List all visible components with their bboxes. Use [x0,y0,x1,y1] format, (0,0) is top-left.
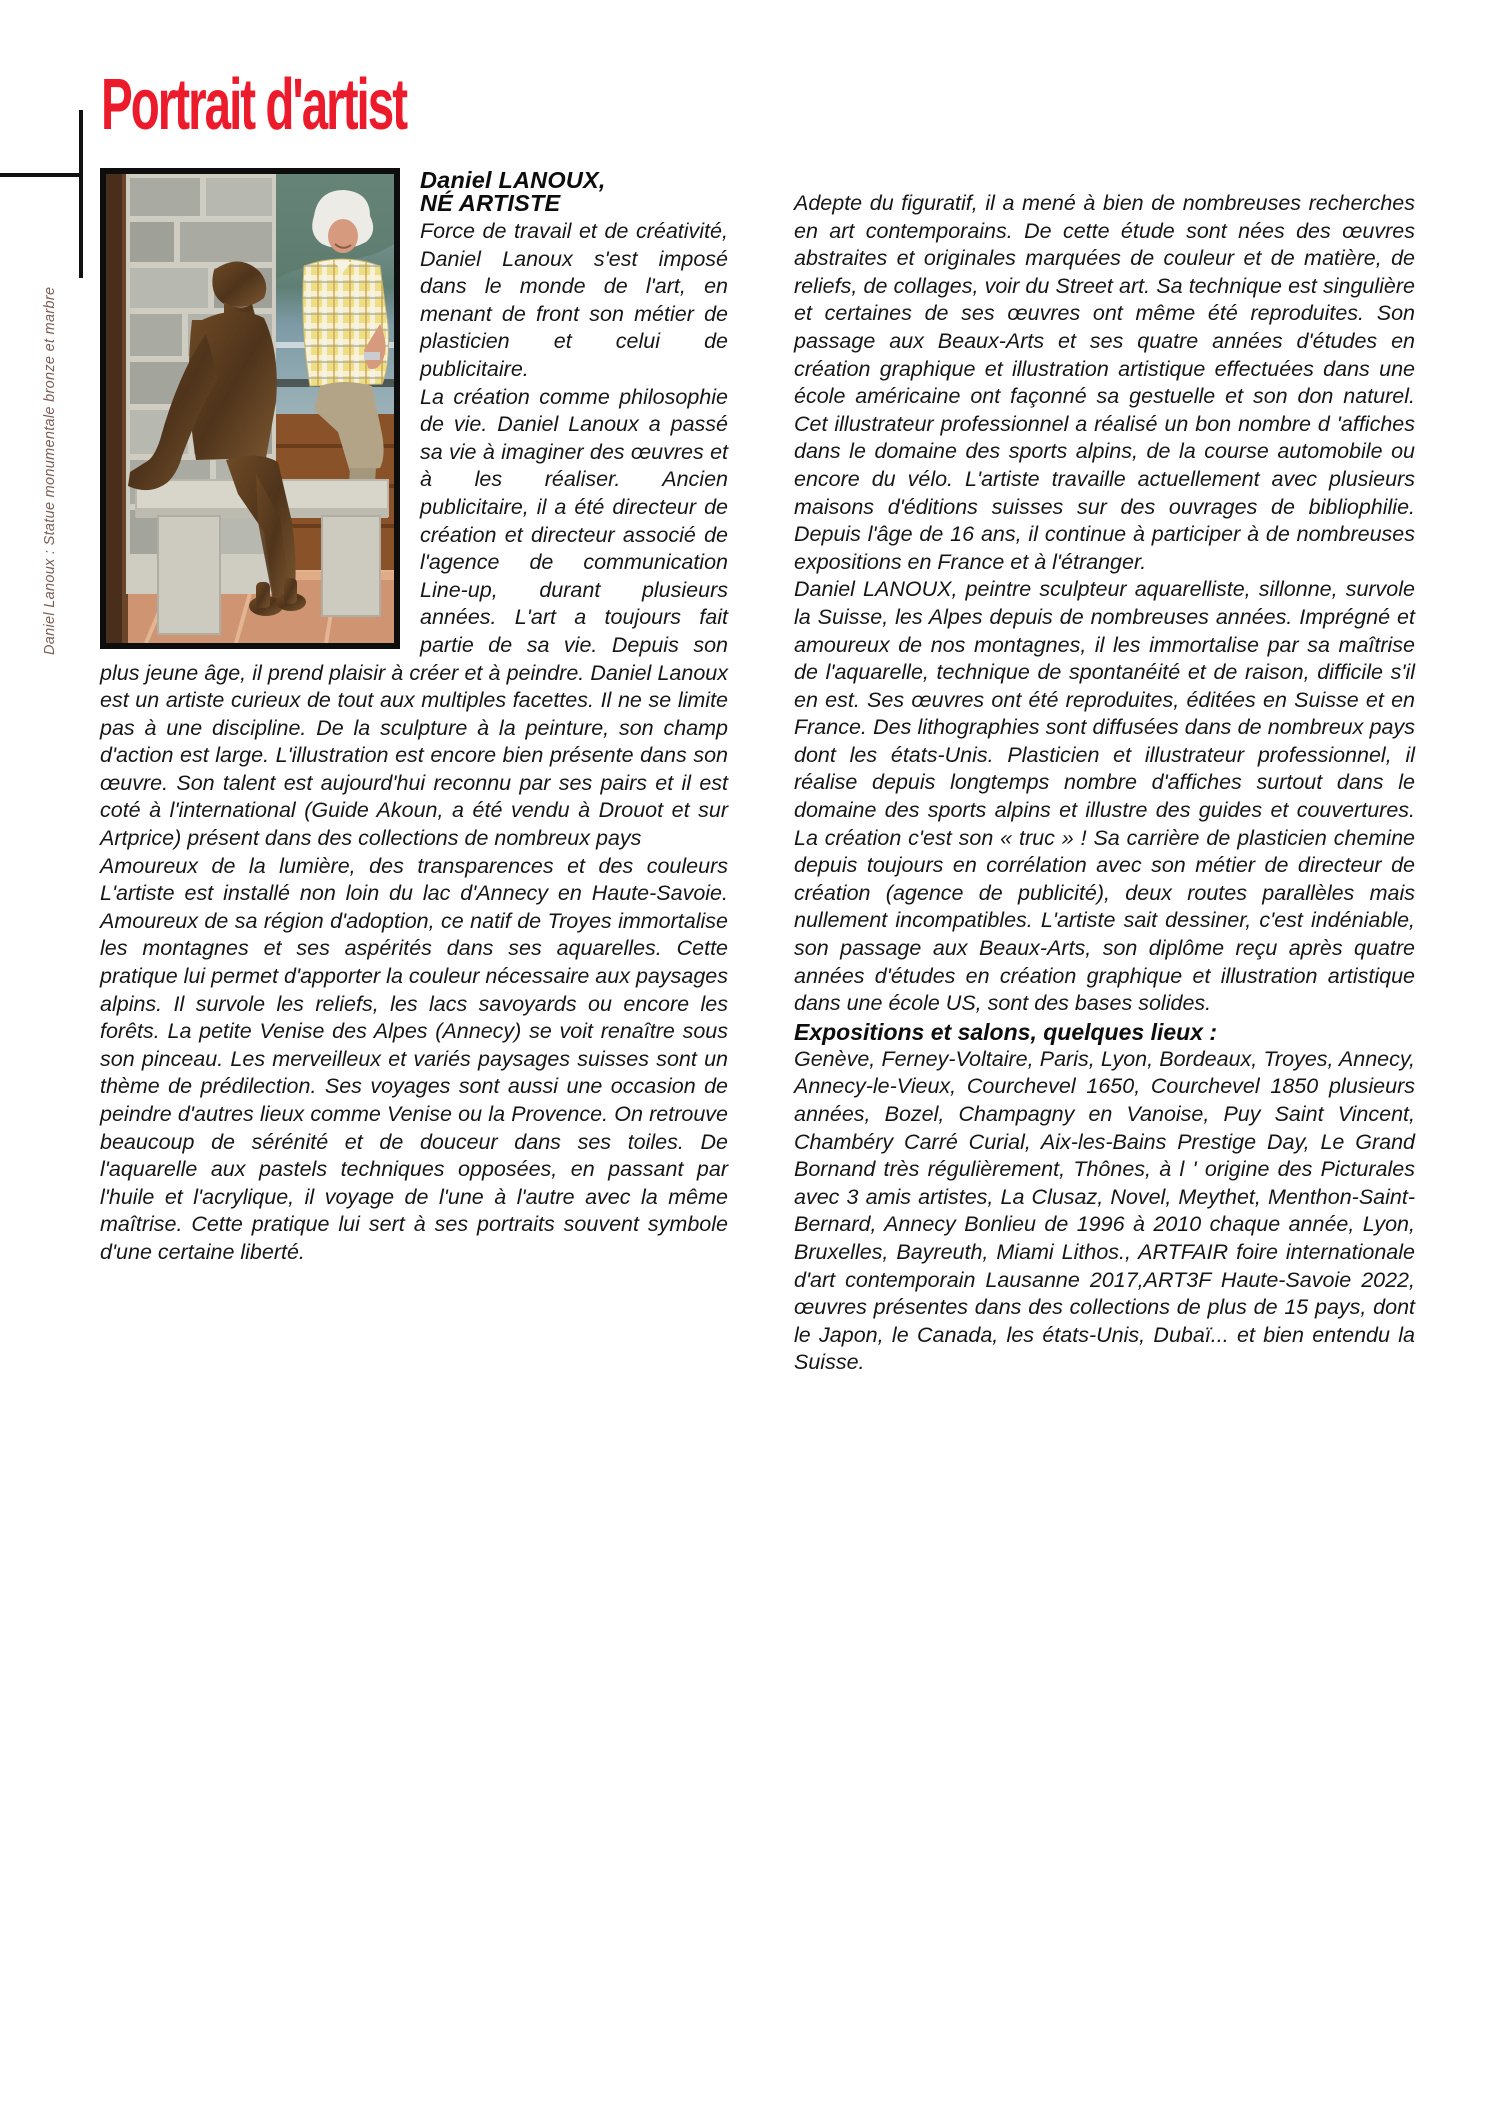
right-paragraph-3: Genève, Ferney-Voltaire, Paris, Lyon, Bordeaux, Troyes, Annecy, Annecy-le-Vieux, Courchevel 1650, Courchevel 1850 plusieurs années, Bozel, Champagny en Vanoise, Puy Saint Vincent, Chambéry Carré Curial, Aix-les-Bains Prestige Day, Le Grand Bornand très régulièrement, Thônes, à l ' origine des Picturales avec 3 amis artistes, La Clusaz, Novel, Meythet, Menthon-Saint-Bernard, Annecy Bonlieu de 1996 à 2010 chaque année, Lyon, Bruxelles, Bayreuth, Miami Lithos., ARTFAIR foire internationale d'art contemporain Lausanne 2017,ART3F Haute-Savoie 2022, œuvres présentes dans des collections de plus de 15 pays, dont le Japon, le Canada, les états-Unis, Dubaï... et bien entendu la Suisse. [794,1046,1415,1375]
left-column [100,166,728,1267]
right-paragraph-2: Daniel LANOUX, peintre sculpteur aquarelliste, sillonne, survole la Suisse, les Alpes depuis de nombreuses années. Imprégné et amoureux de nos montagnes, il les immortalise par sa maîtrise de l'aquarelle, technique de spontanéité et de raison, difficile s'il en est. Ses œuvres ont été reproduites, éditées en Suisse et en France. Des lithographies sont diffusées dans de nombreux pays dont les états-Unis. Plasticien et illustrateur professionnel, il réalise depuis longtemps nombre d'affiches surtout dans le domaine des sports alpins et illustre des guides et couvertures. La création c'est son « truc » ! Sa carrière de plasticien chemine depuis toujours en corrélation avec son métier de directeur de création (agence de publicité), deux routes parallèles mais nullement incompatibles. L'artiste sait dessiner, c'est indéniable, son passage aux Beaux-Arts, son diplôme reçu après quatre années d'études en création graphique et illustration artistique dans une école US, sont des bases solides. [794,577,1415,1016]
article-heading-line2: NÉ ARTISTE [420,190,561,216]
article-heading-line1: Daniel LANOUX, [420,167,606,193]
title-vertical-rule [79,110,83,278]
photo-caption-vertical: Daniel Lanoux : Statue monumentale bronze et marbre [42,286,58,655]
left-paragraph-1: Force de travail et de créativité, Daniel Lanoux s'est imposé dans le monde de l'art, en menant de front son métier de plasticien et celui de publicitaire. [420,219,728,381]
expositions-heading: Expositions et salons, quelques lieux : [794,1018,1218,1045]
margin-horizontal-rule [0,173,81,177]
left-paragraph-3: Amoureux de la lumière, des transparences et des couleurs L'artiste est installé non loin du lac d'Annecy en Haute-Savoie. Amoureux de sa région d'adoption, ce natif de Troyes immortalise les montagnes et ses aspérités dans ses aquarelles. Cette pratique lui permet d'apporter la couleur nécessaire aux paysages alpins. Il survole les reliefs, les lacs savoyards ou encore les forêts. La petite Venise des Alpes (Annecy) se voit renaître sous son pinceau. Les merveilleux et variés paysages suisses sont un thème de prédilection. Ses voyages sont aussi une occasion de peindre d'autres lieux comme Venise ou la Provence. On retrouve beaucoup de sérénité et de douceur dans ses toiles. De l'aquarelle aux pastels techniques opposées, en passant par l'huile et l'acrylique, il voyage de l'une à l'autre avec la même maîtrise. Cette pratique lui sert à ses portraits souvent symbole d'une certaine liberté. [100,853,728,1264]
page-title: Portrait d'artist [101,65,407,145]
artist-with-bronze-statue-photo [106,174,394,643]
right-column [794,190,1415,1377]
left-paragraph-2: La création comme philosophie de vie. Daniel Lanoux a passé sa vie à imaginer des œuvres et à les réaliser. Ancien publicitaire, il a été directeur de création et directeur associé de l'agence de communication Line-up, durant plusieurs années. L'art a toujours fait partie de sa vie. Depuis son plus jeune âge, il prend plaisir à créer et à peindre. Daniel Lanoux est un artiste curieux de tout aux multiples facettes. Il ne se limite pas à une discipline. De la sculpture à la peinture, son champ d'action est large. L'illustration est encore bien présente dans son œuvre. Son talent est aujourd'hui reconnu par ses pairs et il est coté à l'international (Guide Akoun, a été vendu à Drouot et sur Artprice) présent dans des collections de nombreux pays [100,384,728,851]
right-paragraph-1: Adepte du figuratif, il a mené à bien de nombreuses recherches en art contemporains. De cette étude sont nées des œuvres abstraites et originales marquées de couleur et de matière, de reliefs, de collages, voir du Street art. Sa technique est singulière et certaines de ses œuvres ont même été reproduites. Son passage aux Beaux-Arts et ses quatre années d'études en création graphique et illustration artistique effectuées dans une école américaine ont façonné sa gestuelle et son don naturel. Cet illustrateur professionnel a réalisé un bon nombre d 'affiches dans le domaine des sports alpins, de la course automobile ou encore du vélo. L'artiste travaille actuellement avec plusieurs maisons d'éditions suisses sur des ouvrages de bibliophilie. Depuis l'âge de 16 ans, il continue à participer à de nombreuses expositions en France et à l'étranger. [794,191,1415,574]
artist-photo [100,168,400,649]
